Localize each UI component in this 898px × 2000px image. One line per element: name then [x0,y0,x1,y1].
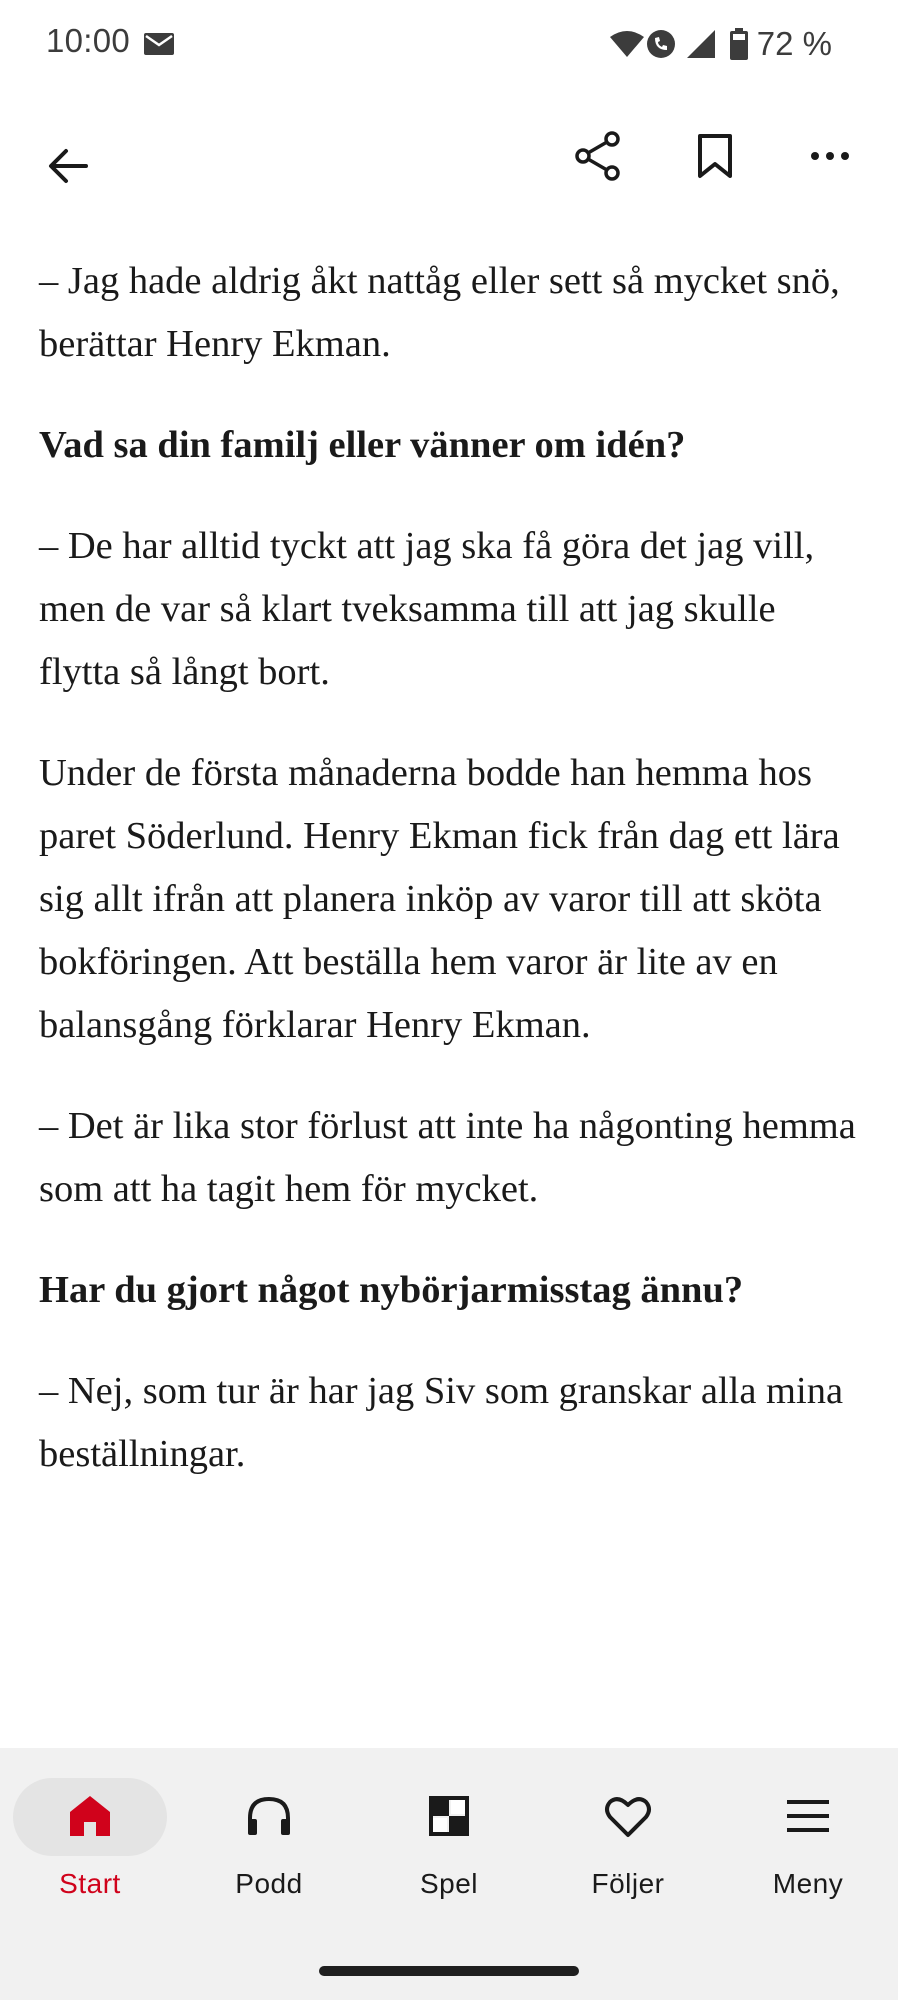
article-paragraph: – Det är lika stor förlust att inte ha någonting hemma som att ha tagit hem för mycket. [39,1105,856,1210]
nav-label: Meny [772,1868,844,1899]
nav-label: Start [59,1868,121,1899]
battery-percent: 72 % [756,25,832,62]
nav-item-spel[interactable] [372,1778,526,1898]
nav-item-podd[interactable] [192,1778,346,1898]
games-icon [421,1788,477,1844]
heart-icon [600,1788,656,1844]
mail-icon [144,33,174,55]
nav-item-meny[interactable] [731,1778,885,1898]
article-body [39,250,859,1524]
headphones-icon [241,1788,297,1844]
interview-question: Vad sa din familj eller vänner om idén? [39,424,686,466]
menu-icon [780,1788,836,1844]
article-paragraph: – De har alltid tyckt att jag ska få göra det jag vill, men de var så klart tveksamma till att jag skulle flytta så långt bort. [39,525,815,693]
signal-icon [685,28,717,60]
call-icon [645,28,677,60]
share-button[interactable] [558,116,638,196]
article-paragraph: Under de första månaderna bodde han hemma hos paret Söderlund. Henry Ekman fick från dag ett lära sig allt ifrån att planera inköp av varor till att sköta bokföringen. Att beställa hem varor är lite av en balansgång förklarar Henry Ekman. [39,752,840,1046]
article-paragraph: – Nej, som tur är har jag Siv som granskar alla mina beställningar. [39,1370,844,1475]
nav-item-start[interactable] [13,1778,167,1898]
article-paragraph: – Jag hade aldrig åkt nattåg eller sett så mycket snö, berättar Henry Ekman. [39,260,840,365]
bookmark-icon [697,133,733,179]
more-button[interactable] [790,116,870,196]
status-icons [609,24,832,64]
nav-label: Spel [419,1868,479,1899]
more-icon [810,151,850,161]
nav-label: Följer [591,1868,665,1899]
bottom-navigation [0,1748,898,2000]
app-bar [0,110,898,220]
back-arrow-icon [46,144,90,188]
home-indicator[interactable] [319,1966,579,1976]
status-time: 10:00 [46,22,131,59]
nav-item-foljer[interactable] [551,1778,705,1898]
share-icon [574,131,622,181]
status-bar [0,0,898,90]
back-button[interactable] [28,126,108,206]
battery-icon [729,28,749,60]
nav-label: Podd [235,1868,303,1899]
wifi-icon [609,29,645,59]
home-icon [62,1788,118,1844]
bookmark-button[interactable] [675,116,755,196]
interview-question: Har du gjort något nybörjarmisstag ännu? [39,1269,744,1311]
